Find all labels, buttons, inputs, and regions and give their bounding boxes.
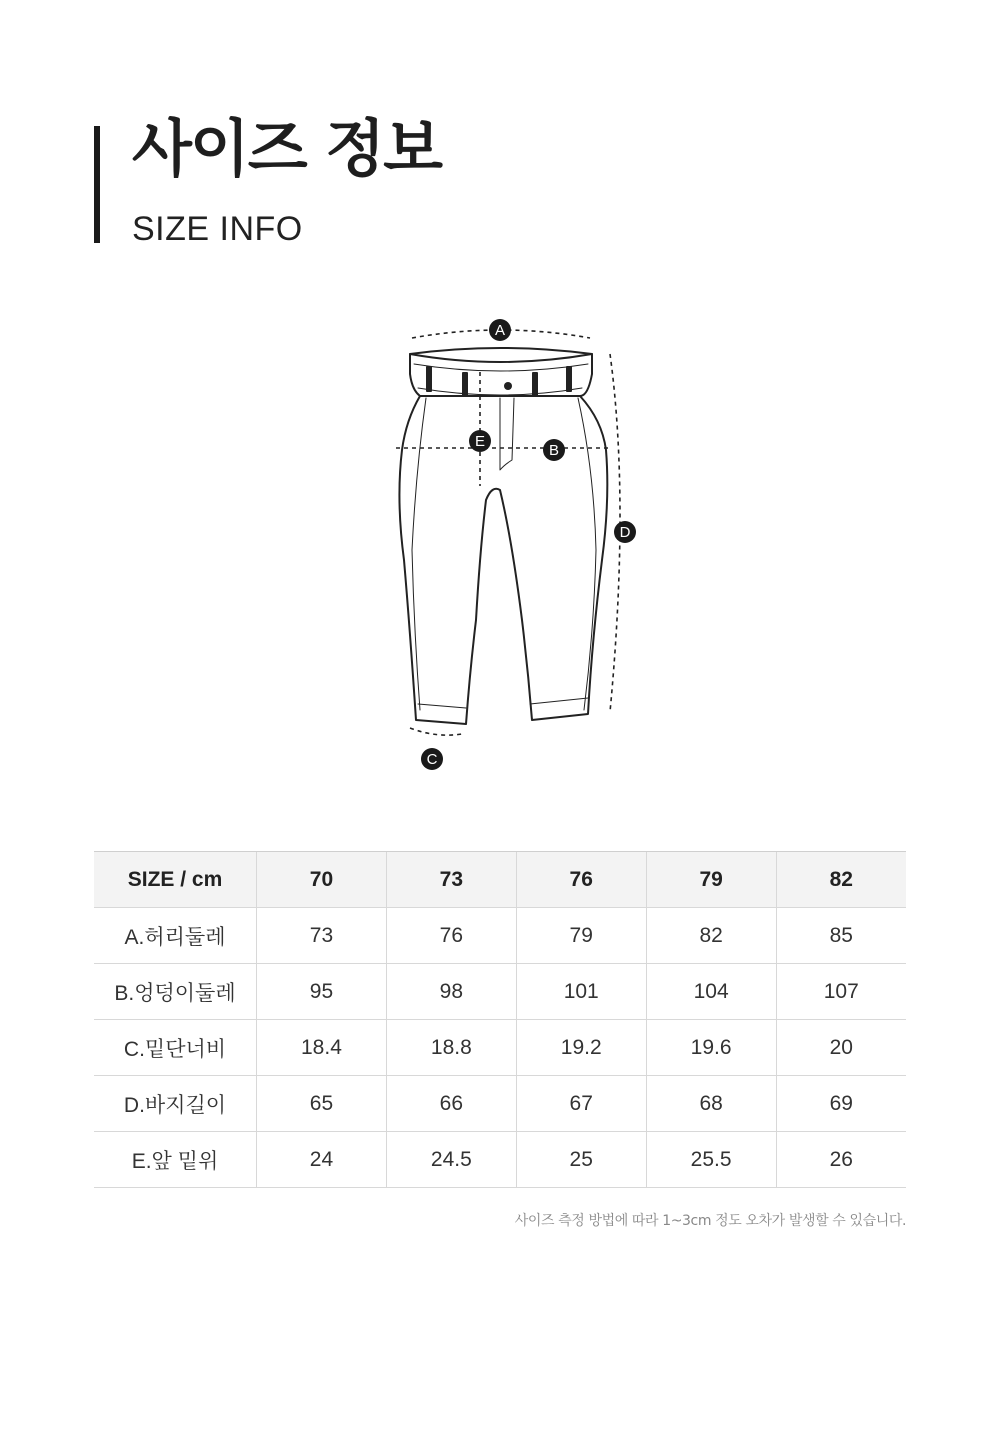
table-cell: 24.5 bbox=[386, 1132, 516, 1188]
table-cell: 79 bbox=[516, 908, 646, 964]
table-cell: 18.8 bbox=[386, 1020, 516, 1076]
table-cell: 67 bbox=[516, 1076, 646, 1132]
table-cell: 76 bbox=[386, 908, 516, 964]
table-row bbox=[94, 1132, 906, 1188]
table-header-cell: 79 bbox=[646, 852, 776, 908]
table-cell: 25 bbox=[516, 1132, 646, 1188]
page-subtitle: SIZE INFO bbox=[132, 210, 303, 248]
table-row bbox=[94, 1020, 906, 1076]
table-cell: 104 bbox=[646, 964, 776, 1020]
marker-c bbox=[421, 748, 443, 770]
table-cell: 82 bbox=[646, 908, 776, 964]
table-cell: 101 bbox=[516, 964, 646, 1020]
measurement-note: 사이즈 측정 방법에 따라 1~3cm 정도 오차가 발생할 수 있습니다. bbox=[514, 1213, 906, 1229]
row-label: B.엉덩이둘레 bbox=[94, 964, 257, 1020]
table-header-cell: 70 bbox=[257, 852, 387, 908]
table-cell: 98 bbox=[386, 964, 516, 1020]
row-label: E.앞 밑위 bbox=[94, 1132, 257, 1188]
svg-text:E: E bbox=[474, 433, 486, 450]
marker-d bbox=[614, 521, 636, 543]
row-label: D.바지길이 bbox=[94, 1076, 257, 1132]
table-row bbox=[94, 964, 906, 1020]
size-table bbox=[94, 851, 906, 1188]
page-title: 사이즈 정보 bbox=[132, 112, 442, 185]
table-cell: 19.2 bbox=[516, 1020, 646, 1076]
table-cell: 18.4 bbox=[257, 1020, 387, 1076]
table-cell: 66 bbox=[386, 1076, 516, 1132]
table-cell: 65 bbox=[257, 1076, 387, 1132]
table-cell: 69 bbox=[776, 1076, 906, 1132]
table-cell: 68 bbox=[646, 1076, 776, 1132]
table-cell: 19.6 bbox=[646, 1020, 776, 1076]
table-header-cell: 82 bbox=[776, 852, 906, 908]
marker-e bbox=[469, 430, 491, 452]
table-cell: 85 bbox=[776, 908, 906, 964]
table-cell: 73 bbox=[257, 908, 387, 964]
table-header-cell: SIZE / cm bbox=[94, 852, 257, 908]
table-header-cell: 73 bbox=[386, 852, 516, 908]
marker-b bbox=[543, 439, 565, 461]
pants-measurement-diagram bbox=[380, 300, 680, 780]
table-cell: 107 bbox=[776, 964, 906, 1020]
table-cell: 95 bbox=[257, 964, 387, 1020]
svg-text:C: C bbox=[426, 751, 438, 768]
marker-a bbox=[489, 319, 511, 341]
row-label: C.밑단너비 bbox=[94, 1020, 257, 1076]
table-cell: 26 bbox=[776, 1132, 906, 1188]
svg-text:B: B bbox=[548, 442, 560, 459]
table-cell: 24 bbox=[257, 1132, 387, 1188]
table-cell: 20 bbox=[776, 1020, 906, 1076]
table-row bbox=[94, 908, 906, 964]
table-row bbox=[94, 1076, 906, 1132]
table-header-cell: 76 bbox=[516, 852, 646, 908]
svg-text:A: A bbox=[494, 322, 506, 339]
table-header-row bbox=[94, 852, 906, 908]
row-label: A.허리둘레 bbox=[94, 908, 257, 964]
svg-text:D: D bbox=[619, 524, 631, 541]
table-cell: 25.5 bbox=[646, 1132, 776, 1188]
title-accent-bar bbox=[94, 126, 100, 243]
